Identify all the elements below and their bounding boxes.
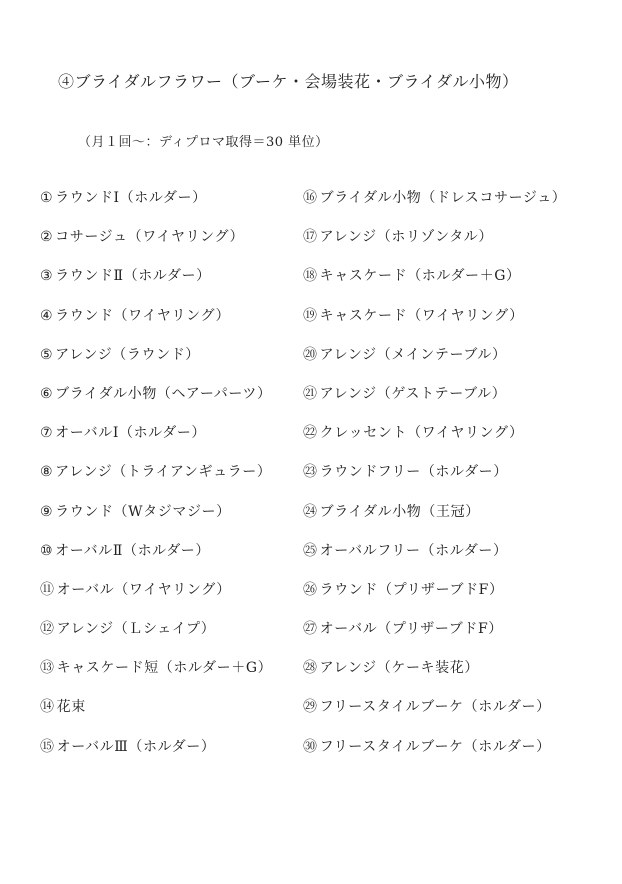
item-text: キャスケード（ホルダー＋G） bbox=[319, 268, 521, 285]
item-text: ラウンド（Wタジマジー） bbox=[55, 503, 231, 520]
item-text: アレンジ（ラウンド） bbox=[55, 346, 200, 363]
list-item bbox=[40, 696, 272, 735]
item-text: オーバル（プリザーブドF） bbox=[319, 621, 503, 638]
list-item bbox=[40, 579, 272, 618]
item-number: ⑱ bbox=[303, 268, 318, 285]
list-item bbox=[303, 618, 566, 657]
list-item bbox=[40, 305, 272, 344]
item-text: アレンジ（ケーキ装花） bbox=[319, 660, 479, 677]
list-item bbox=[40, 618, 272, 657]
list-item bbox=[303, 540, 566, 579]
list-item bbox=[303, 657, 566, 696]
item-number: ① bbox=[40, 190, 54, 206]
item-number: ⑯ bbox=[303, 190, 318, 206]
list-item bbox=[303, 579, 566, 618]
item-text: 花束 bbox=[56, 699, 86, 716]
item-text: ラウンドⅠ（ホルダー） bbox=[55, 190, 207, 206]
item-number: ⑳ bbox=[303, 346, 318, 363]
item-text: フリースタイルブーケ（ホルダー） bbox=[319, 699, 551, 716]
item-text: ブライダル小物（ドレスコサージュ） bbox=[319, 190, 567, 206]
item-number: ㉗ bbox=[303, 621, 318, 638]
list-item bbox=[303, 265, 566, 304]
item-number: ⑲ bbox=[303, 307, 318, 324]
item-text: ブライダル小物（王冠） bbox=[319, 503, 480, 520]
item-text: オーバルフリー（ホルダー） bbox=[319, 542, 508, 559]
item-number: ⑨ bbox=[40, 503, 54, 520]
list-item bbox=[40, 422, 272, 461]
item-number: ㉑ bbox=[303, 385, 318, 402]
item-number: ② bbox=[40, 229, 54, 246]
item-number: ⑮ bbox=[40, 738, 55, 755]
item-number: ㉓ bbox=[303, 464, 318, 481]
item-number: ③ bbox=[40, 268, 54, 285]
item-text: コサージュ（ワイヤリング） bbox=[55, 229, 245, 246]
lesson-list-left bbox=[40, 187, 272, 775]
lesson-list-right bbox=[303, 187, 566, 775]
list-item bbox=[303, 696, 566, 735]
list-item bbox=[303, 501, 566, 540]
item-number: ㉙ bbox=[303, 699, 318, 716]
item-text: ラウンド（ワイヤリング） bbox=[55, 307, 231, 324]
item-number: ⑩ bbox=[40, 542, 54, 559]
list-item bbox=[40, 540, 272, 579]
item-number: ㉖ bbox=[303, 581, 318, 598]
list-item bbox=[303, 422, 566, 461]
list-item bbox=[303, 226, 566, 265]
item-number: ⑤ bbox=[40, 346, 54, 363]
list-item bbox=[303, 736, 566, 775]
item-number: ⑰ bbox=[303, 229, 318, 246]
item-text: アレンジ（トライアンギュラー） bbox=[55, 464, 272, 481]
list-item bbox=[40, 657, 272, 696]
item-number: ㉒ bbox=[303, 425, 318, 442]
item-text: アレンジ（メインテーブル） bbox=[319, 346, 507, 363]
list-item bbox=[303, 305, 566, 344]
item-text: アレンジ（Ｌシェイプ） bbox=[56, 621, 216, 638]
item-number: ㉕ bbox=[303, 542, 318, 559]
item-text: アレンジ（ゲストテーブル） bbox=[319, 385, 507, 402]
list-item bbox=[40, 383, 272, 422]
list-item bbox=[40, 736, 272, 775]
item-number: ⑦ bbox=[40, 425, 54, 442]
item-text: キャスケード（ワイヤリング） bbox=[319, 307, 524, 324]
item-number: ㉘ bbox=[303, 660, 318, 677]
item-number: ㉚ bbox=[303, 738, 318, 755]
item-number: ⑥ bbox=[40, 385, 54, 402]
page-title: ④ブライダルフラワー（ブーケ・会場装花・ブライダル小物） bbox=[58, 72, 519, 91]
list-item bbox=[303, 461, 566, 500]
item-text: オーバルⅠ（ホルダー） bbox=[55, 425, 207, 442]
list-item bbox=[303, 383, 566, 422]
item-text: ラウンドⅡ（ホルダー） bbox=[55, 268, 211, 285]
list-item bbox=[303, 344, 566, 383]
item-number: ⑫ bbox=[40, 621, 55, 638]
item-number: ④ bbox=[40, 307, 54, 324]
list-item bbox=[40, 501, 272, 540]
item-number: ⑪ bbox=[40, 581, 55, 598]
list-item bbox=[40, 344, 272, 383]
item-text: ラウンドフリー（ホルダー） bbox=[319, 464, 508, 481]
item-text: ラウンド（プリザーブドF） bbox=[319, 581, 504, 598]
item-text: ブライダル小物（ヘアーパーツ） bbox=[55, 385, 272, 402]
page-subtitle: （月１回～：ディプロマ取得＝30 単位） bbox=[78, 135, 329, 150]
item-number: ⑧ bbox=[40, 464, 54, 481]
item-text: オーバルⅡ（ホルダー） bbox=[55, 542, 211, 559]
item-number: ㉔ bbox=[303, 503, 318, 520]
item-number: ⑬ bbox=[40, 660, 55, 677]
list-item bbox=[40, 226, 272, 265]
item-text: アレンジ（ホリゾンタル） bbox=[319, 229, 493, 246]
item-number: ⑭ bbox=[40, 699, 55, 716]
item-text: フリースタイルブーケ（ホルダー） bbox=[319, 738, 551, 755]
list-item bbox=[303, 187, 566, 226]
item-text: オーバルⅢ（ホルダー） bbox=[56, 738, 216, 755]
item-text: キャスケード短（ホルダー＋G） bbox=[56, 660, 273, 677]
item-text: クレッセント（ワイヤリング） bbox=[319, 425, 524, 442]
list-item bbox=[40, 265, 272, 304]
list-item bbox=[40, 187, 272, 226]
list-item bbox=[40, 461, 272, 500]
item-text: オーバル（ワイヤリング） bbox=[56, 581, 231, 598]
